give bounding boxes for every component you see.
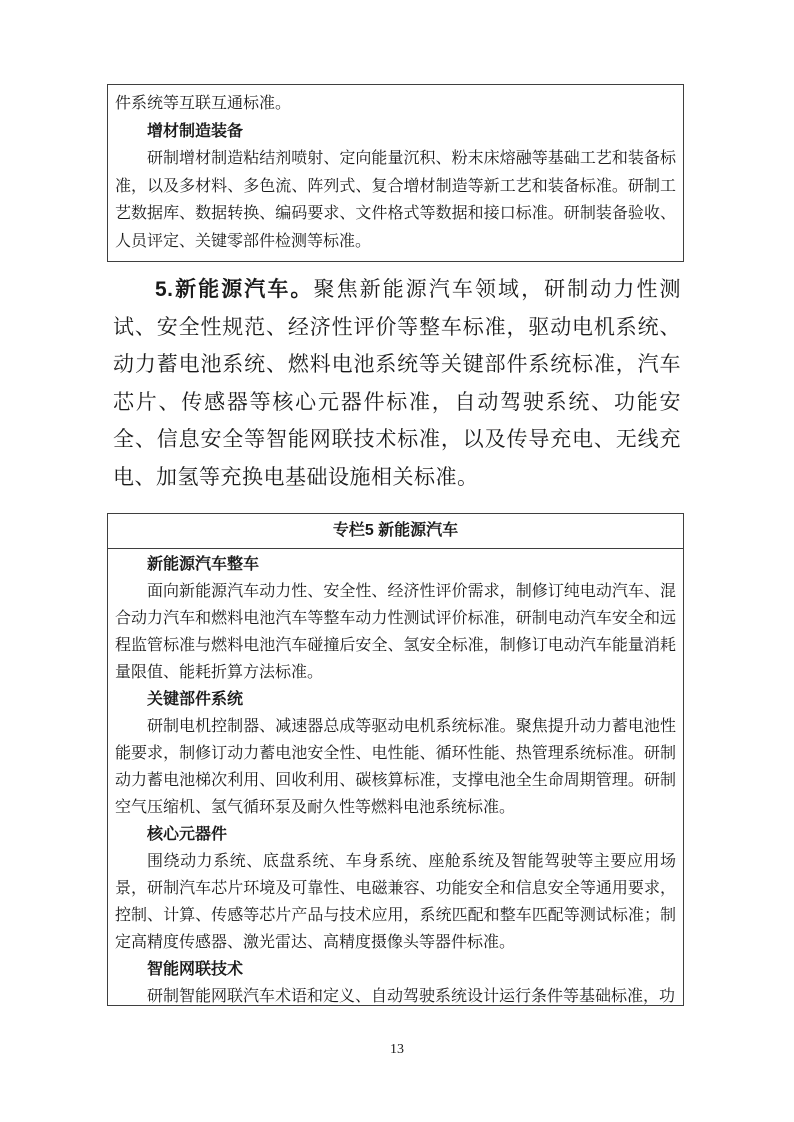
section-heading-additive-equipment: 增材制造装备 — [147, 122, 244, 140]
column-5-title: 专栏5 新能源汽车 — [108, 514, 683, 549]
section-body-additive-equipment: 研制增材制造粘结剂喷射、定向能量沉积、粉末床熔融等基础工艺和装备标准，以及多材料、多色流、阵列式、复合增材制造等新工艺和装备标准。研制工艺数据库、数据转换、编码要求、文件格式等数据和接口标准。研制装备验收、人员评定、关键零部件检测等标准。 — [115, 150, 676, 250]
section-body-core-devices: 围绕动力系统、底盘系统、车身系统、座舱系统及智能驾驶等主要应用场景，研制汽车芯片环境及可靠性、电磁兼容、功能安全和信息安全等通用要求，控制、计算、传感等芯片产品与技术应用，系统匹配和整车匹配等测试标准；制定高精度传感器、激光雷达、高精度摄像头等器件标准。 — [115, 853, 676, 951]
main-paragraph-lead: 5.新能源汽车。 — [155, 278, 314, 301]
page-footer — [0, 1042, 794, 1058]
section-heading-intelligent-connected: 智能网联技术 — [147, 961, 244, 978]
section-body-intelligent-connected: 研制智能网联汽车术语和定义、自动驾驶系统设计运行条件等基础标准，功 — [147, 988, 676, 1005]
section-body-key-components: 研制电机控制器、减速器总成等驱动电机系统标准。聚焦提升动力蓄电池性能要求，制修订动力蓄电池安全性、电性能、循环性能、热管理系统标准。研制动力蓄电池梯次利用、回收利用、碳核算标准，支撑电池全生命周期管理。研制空气压缩机、氢气循环泵及耐久性等燃料电池系统标准。 — [115, 718, 676, 816]
main-paragraph-nev — [113, 271, 681, 496]
section-body-complete-vehicle: 面向新能源汽车动力性、安全性、经济性评价需求，制修订纯电动汽车、混合动力汽车和燃料电池汽车等整车动力性测试评价标准，研制电动汽车安全和远程监管标准与燃料电池汽车碰撞后安全、氢安全标准，制修订电动汽车能量消耗量限值、能耗折算方法标准。 — [115, 583, 676, 681]
column-5-box — [107, 513, 684, 1006]
section-heading-core-devices: 核心元器件 — [147, 826, 228, 843]
main-paragraph-body: 聚焦新能源汽车领域，研制动力性测试、安全性规范、经济性评价等整车标准，驱动电机系统、动力蓄电池系统、燃料电池系统等关键部件系统标准，汽车芯片、传感器等核心元器件标准，自动驾驶系统、功能安全、信息安全等智能网联技术标准，以及传导充电、无线充电、加氢等充换电基础设施相关标准。 — [113, 277, 682, 489]
column-5-content — [108, 549, 683, 1006]
section-heading-key-components: 关键部件系统 — [147, 691, 244, 708]
additive-manufacturing-box — [107, 84, 684, 262]
page-number: 13 — [390, 1042, 404, 1057]
section-heading-complete-vehicle: 新能源汽车整车 — [147, 556, 260, 573]
box-continuation-text: 件系统等互联互通标准。 — [115, 95, 292, 112]
